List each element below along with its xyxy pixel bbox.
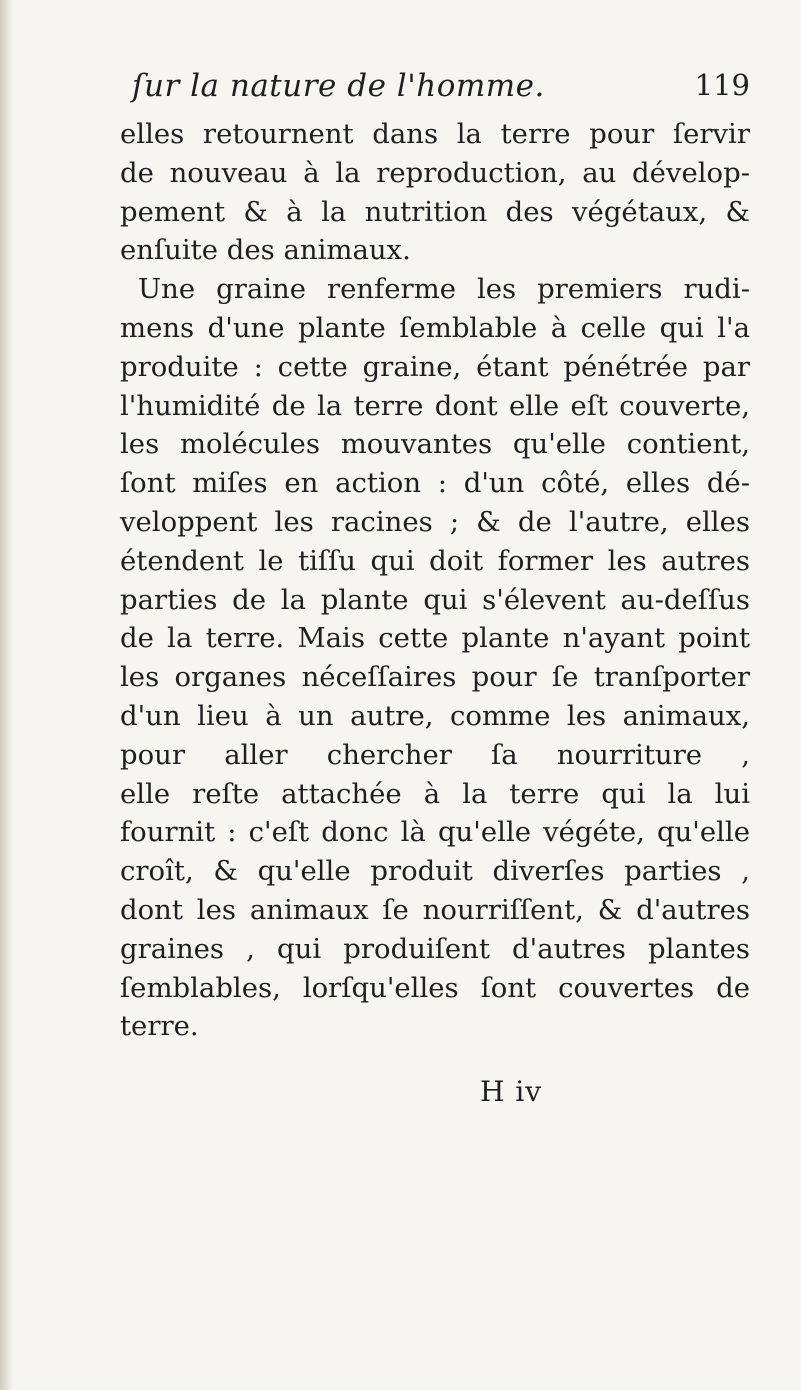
text-line: ſemblables, lorſqu'elles ſont couvertes de xyxy=(120,971,750,1004)
page-number: 119 xyxy=(694,68,750,102)
text-line: de nouveau à la reproduction, au dévelop- xyxy=(120,156,750,189)
text-line: étendent le tiſſu qui doit former les autres xyxy=(120,544,750,577)
body-text xyxy=(120,115,750,1046)
text-line: enſuite des animaux. xyxy=(120,234,411,267)
paragraph-2 xyxy=(120,270,750,1046)
text-line: les organes néceſſaires pour ſe tranſporter xyxy=(120,661,750,694)
text-line: ſont miſes en action : d'un côté, elles dé- xyxy=(120,467,750,500)
text-line: veloppent les racines ; & de l'autre, elles xyxy=(120,505,750,538)
text-line: croît, & qu'elle produit diverſes parties , xyxy=(120,855,750,888)
text-line: fournit : c'eſt donc là qu'elle végéte, qu'elle xyxy=(120,816,750,849)
running-title: ſur la nature de l'homme. xyxy=(132,68,545,104)
text-line: Une graine renferme les premiers rudi- xyxy=(138,273,750,306)
paragraph-1 xyxy=(120,115,750,270)
text-line: graines , qui produiſent d'autres plantes xyxy=(120,932,750,965)
text-line: les molécules mouvantes qu'elle contient, xyxy=(120,428,750,461)
text-line: l'humidité de la terre dont elle eſt couverte, xyxy=(120,389,750,422)
text-line: produite : cette graine, étant pénétrée par xyxy=(120,350,750,383)
text-line: terre. xyxy=(120,1010,199,1043)
text-line: dont les animaux ſe nourriſſent, & d'autres xyxy=(120,893,750,926)
text-line: pement & à la nutrition des végétaux, & xyxy=(120,195,750,228)
text-line: elles retournent dans la terre pour ſervir xyxy=(120,118,750,150)
page-header xyxy=(120,68,750,108)
page-binding-edge xyxy=(0,0,14,1390)
text-line: mens d'une plante ſemblable à celle qui l'a xyxy=(120,311,750,344)
text-line: pour aller chercher ſa nourriture , xyxy=(120,738,750,771)
signature-mark: H iv xyxy=(480,1075,543,1108)
text-line: parties de la plante qui s'élevent au-deſſus xyxy=(120,583,750,616)
text-line: elle reſte attachée à la terre qui la lui xyxy=(120,777,750,810)
text-line: d'un lieu à un autre, comme les animaux, xyxy=(120,699,750,732)
text-line: de la terre. Mais cette plante n'ayant point xyxy=(120,622,750,655)
